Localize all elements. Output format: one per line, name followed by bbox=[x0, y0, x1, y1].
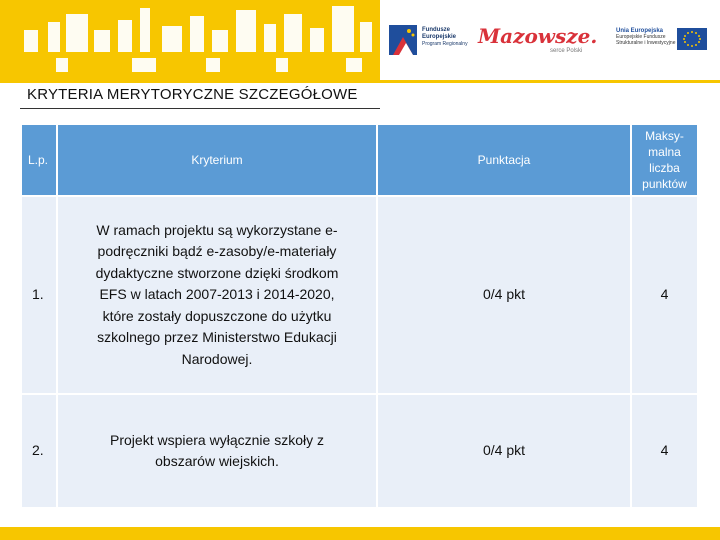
header-maks-line: punktów bbox=[642, 177, 687, 191]
header-maks-line: Maksy- bbox=[645, 129, 684, 143]
kryterium-line: dydaktyczne stworzone dzięki środkom bbox=[95, 264, 339, 281]
kryterium-line: obszarów wiejskich. bbox=[155, 453, 279, 469]
fundusze-europejskie-icon bbox=[389, 25, 417, 55]
row-punktacja: 0/4 pkt bbox=[377, 394, 631, 508]
row-maks: 4 bbox=[631, 394, 698, 508]
row-maks: 4 bbox=[631, 196, 698, 394]
kryterium-line: które zostały dopuszczone do użytku bbox=[102, 307, 332, 324]
table-header-row bbox=[21, 124, 698, 196]
ue-line-2: Europejskie Fundusze bbox=[616, 34, 666, 40]
mazowsze-logo: Mazowsze. bbox=[478, 24, 598, 48]
header-lp: L.p. bbox=[21, 124, 57, 196]
kryterium-line: W ramach projektu są wykorzystane e- bbox=[96, 221, 338, 238]
table-row bbox=[21, 394, 698, 508]
header-divider bbox=[0, 80, 720, 83]
header-maks-line: liczba bbox=[649, 161, 680, 175]
decorative-pattern bbox=[0, 0, 380, 80]
kryterium-line: Narodowej. bbox=[181, 350, 253, 367]
fe-line-1: Fundusze bbox=[422, 27, 450, 33]
kryterium-line: podręczniki bądź e-zasoby/e-materiały bbox=[97, 243, 337, 260]
header-maks bbox=[631, 124, 698, 196]
title-underline bbox=[20, 108, 380, 109]
header-kryterium: Kryterium bbox=[57, 124, 377, 196]
row-kryterium bbox=[57, 394, 377, 508]
ue-line-1: Unia Europejska bbox=[616, 28, 664, 34]
decorative-pattern-graphic bbox=[0, 0, 380, 80]
eu-flag-icon bbox=[677, 28, 707, 50]
row-kryterium bbox=[57, 196, 377, 394]
fe-line-3: Program Regionalny bbox=[422, 41, 468, 47]
ue-line-3: Strukturalne i Inwestycyjne bbox=[616, 40, 676, 46]
kryterium-line: szkolnego przez Ministerstwo Edukacji bbox=[97, 329, 337, 346]
mazowsze-tagline: serce Polski bbox=[550, 48, 583, 54]
fe-line-2: Europejskie bbox=[422, 34, 457, 40]
row-lp: 1. bbox=[21, 196, 57, 394]
footer-bar bbox=[0, 527, 720, 540]
kryterium-line: Projekt wspiera wyłącznie szkoły z bbox=[110, 431, 324, 448]
table-row bbox=[21, 196, 698, 394]
header-punktacja: Punktacja bbox=[377, 124, 631, 196]
header-maks-line: malna bbox=[648, 145, 681, 159]
ue-logo-text bbox=[616, 28, 675, 46]
fundusze-logo-text bbox=[422, 27, 468, 48]
header-banner bbox=[0, 0, 720, 80]
criteria-table bbox=[20, 123, 699, 509]
row-lp: 2. bbox=[21, 394, 57, 508]
logos-area bbox=[380, 0, 720, 80]
page-title: KRYTERIA MERYTORYCZNE SZCZEGÓŁOWE bbox=[27, 86, 358, 103]
kryterium-line: EFS w latach 2007-2013 i 2014-2020, bbox=[99, 286, 335, 303]
row-punktacja: 0/4 pkt bbox=[377, 196, 631, 394]
